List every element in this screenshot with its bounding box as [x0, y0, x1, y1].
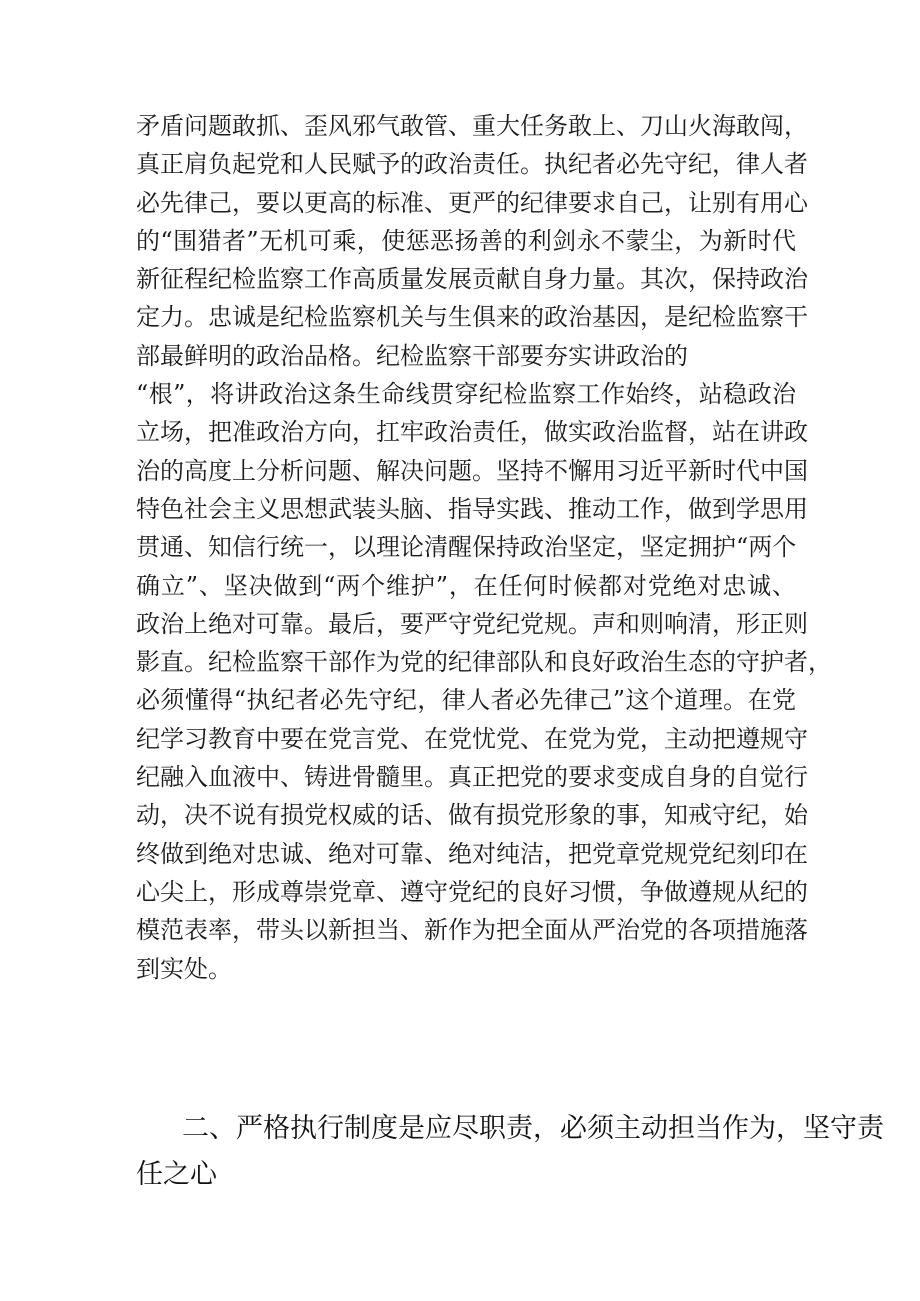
- paragraph-line: 必先律己，要以更高的标准、更严的纪律要求自己，让别有用心: [136, 188, 808, 217]
- paragraph-line: “根”，将讲政治这条生命线贯穿纪检监察工作始终，站稳政治: [136, 380, 796, 409]
- paragraph-line: 到实处。: [136, 954, 232, 983]
- paragraph-line: 必须懂得“执纪者必先守纪，律人者必先律己”这个道理。在党: [136, 686, 796, 715]
- heading-line: 二、严格执行制度是应尽职责，必须主动担当作为，坚守责: [182, 1113, 884, 1144]
- paragraph-line: 矛盾问题敢抓、歪风邪气敢管、重大任务敢上、刀山火海敢闯，: [136, 112, 808, 140]
- section-heading: [136, 1106, 884, 1198]
- paragraph-line: 定力。忠诚是纪检监察机关与生俱来的政治基因，是纪检监察干: [136, 303, 808, 332]
- paragraph-line: 确立”、坚决做到“两个维护”，在任何时候都对党绝对忠诚、: [136, 571, 796, 600]
- paragraph-line: 治的高度上分析问题、解决问题。坚持不懈用习近平新时代中国: [136, 456, 808, 485]
- paragraph-line: 部最鲜明的政治品格。纪检监察干部要夯实讲政治的: [136, 341, 688, 370]
- paragraph-line: 纪学习教育中要在党言党、在党忧党、在党为党，主动把遵规守: [136, 724, 808, 753]
- paragraph-line: 政治上绝对可靠。最后，要严守党纪党规。声和则响清，形正则: [136, 609, 808, 638]
- body-paragraph: [136, 107, 832, 988]
- paragraph-line: 立场，把准政治方向，扛牢政治责任，做实政治监督，站在讲政: [136, 418, 808, 447]
- paragraph-line: 模范表率，带头以新担当、新作为把全面从严治党的各项措施落: [136, 916, 808, 945]
- paragraph-line: 真正肩负起党和人民赋予的政治责任。执纪者必先守纪，律人者: [136, 150, 808, 179]
- paragraph-line: 终做到绝对忠诚、绝对可靠、绝对纯洁，把党章党规党纪刻印在: [136, 839, 808, 868]
- heading-line: 任之心: [136, 1159, 217, 1190]
- paragraph-line: 新征程纪检监察工作高质量发展贡献自身力量。其次，保持政治: [136, 265, 808, 294]
- paragraph-line: 贯通、知信行统一，以理论清醒保持政治坚定，坚定拥护“两个: [136, 533, 797, 562]
- paragraph-line: 纪融入血液中、铸进骨髓里。真正把党的要求变成自身的自觉行: [136, 763, 808, 792]
- paragraph-line: 动，决不说有损党权威的话、做有损党形象的事，知戒守纪，始: [136, 801, 808, 830]
- paragraph-line: 的“围猎者”无机可乘，使惩恶扬善的利剑永不蒙尘，为新时代: [136, 226, 796, 255]
- paragraph-line: 心尖上，形成尊崇党章、遵守党纪的良好习惯，争做遵规从纪的: [136, 877, 808, 906]
- paragraph-line: 特色社会主义思想武装头脑、指导实践、推动工作，做到学思用: [136, 494, 808, 523]
- paragraph-line: 影直。纪检监察干部作为党的纪律部队和良好政治生态的守护者，: [136, 648, 832, 677]
